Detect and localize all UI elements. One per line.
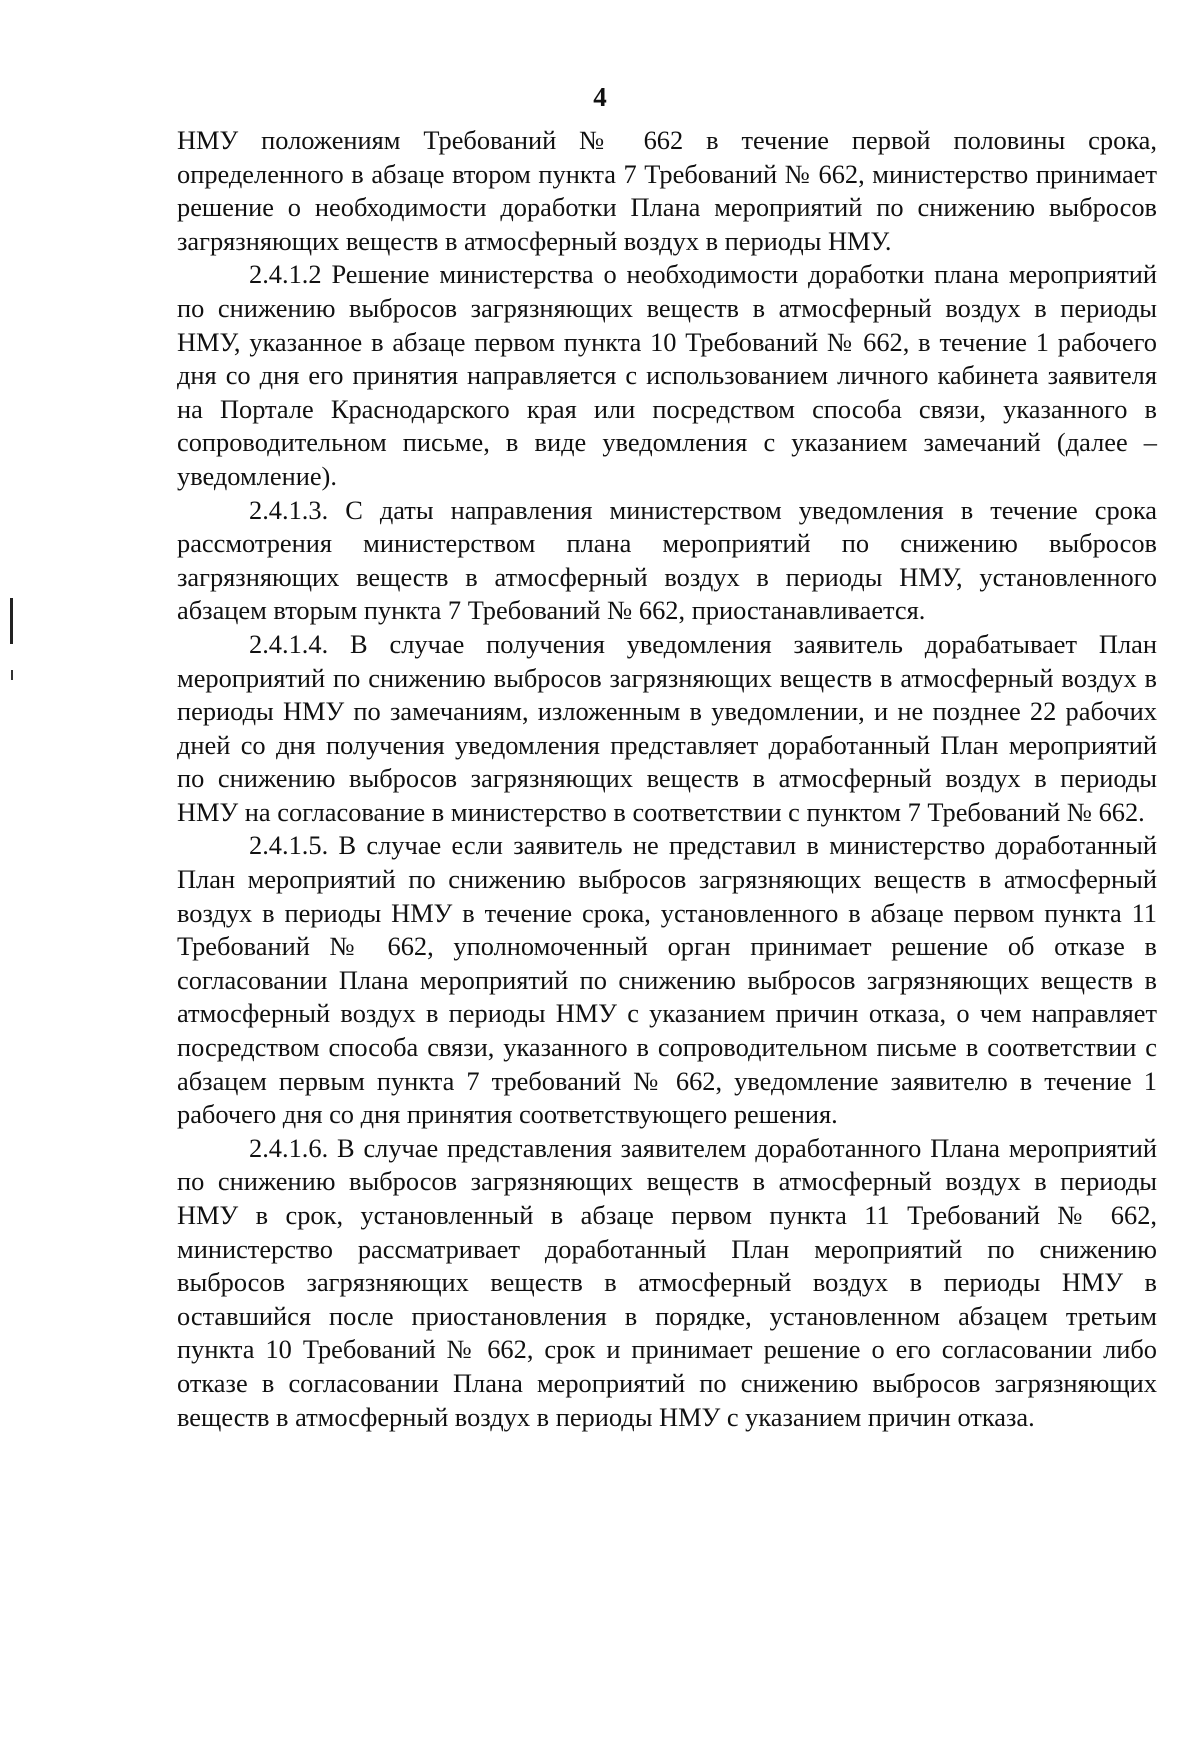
page-number: 4	[593, 82, 607, 112]
paragraph-2-4-1-3: 2.4.1.3. С даты направления министерством уведомления в течение срока рассмотрения министерством плана мероприятий по снижению выбросов загрязняющих веществ в атмосферный воздух в периоды НМУ, установленного абзацем вторым пункта 7 Требований № 662, приостанавливается.	[177, 494, 1157, 626]
document-body	[177, 124, 1157, 1434]
paragraph-2-4-1-6: 2.4.1.6. В случае представления заявителем доработанного Плана мероприятий по снижению выбросов загрязняющих веществ в атмосферный воздух в периоды НМУ в срок, установленный в абзаце первом пункта 11 Требований № 662, министерство рассматривает доработанный План мероприятий по снижению выбросов загрязняющих веществ в атмосферный воздух в периоды НМУ в оставшийся после приостановления в порядке, установленном абзацем третьим пункта 10 Требований № 662, срок и принимает решение о его согласовании либо отказе в согласовании Плана мероприятий по снижению выбросов загрязняющих веществ в атмосферный воздух в периоды НМУ с указанием причин отказа.	[177, 1132, 1157, 1432]
paragraph-2-4-1-2: 2.4.1.2 Решение министерства о необходимости доработки плана мероприятий по снижению выбросов загрязняющих веществ в атмосферный воздух в периоды НМУ, указанное в абзаце первом пункта 10 Требований № 662, в течение 1 рабочего дня со дня его принятия направляется с использованием личного кабинета заявителя на Портале Краснодарского края или посредством способа связи, указанного в сопроводительном письме, в виде уведомления с указанием замечаний (далее – уведомление).	[177, 259, 1157, 491]
paragraph-2-4-1-4: 2.4.1.4. В случае получения уведомления заявитель дорабатывает План мероприятий по снижению выбросов загрязняющих веществ в атмосферный воздух в периоды НМУ по замечаниям, изложенным в уведомлении, и не позднее 22 рабочих дней со дня получения уведомления представляет доработанный План мероприятий по снижению выбросов загрязняющих веществ в атмосферный воздух в периоды НМУ на согласование в министерство в соответствии с пунктом 7 Требований № 662.	[177, 628, 1157, 827]
paragraph-2-4-1-5: 2.4.1.5. В случае если заявитель не представил в министерство доработанный План мероприятий по снижению выбросов загрязняющих веществ в атмосферный воздух в периоды НМУ в течение срока, установленного в абзаце первом пункта 11 Требований № 662, уполномоченный орган принимает решение об отказе в согласовании Плана мероприятий по снижению выбросов загрязняющих веществ в атмосферный воздух в периоды НМУ с указанием причин отказа, о чем направляет посредством способа связи, указанного в сопроводительном письме в соответствии с абзацем первым пункта 7 требований № 662, уведомление заявителю в течение 1 рабочего дня со дня принятия соответствующего решения.	[177, 830, 1157, 1130]
scan-artifact-margin-dot	[11, 670, 13, 680]
paragraph-continuation: НМУ положениям Требований № 662 в течение первой половины срока, определенного в абзаце втором пункта 7 Требований № 662, министерство принимает решение о необходимости доработки Плана мероприятий по снижению выбросов загрязняющих веществ в атмосферный воздух в периоды НМУ.	[177, 125, 1157, 256]
scan-artifact-top	[655, 0, 725, 5]
scan-artifact-margin-line	[10, 598, 13, 644]
